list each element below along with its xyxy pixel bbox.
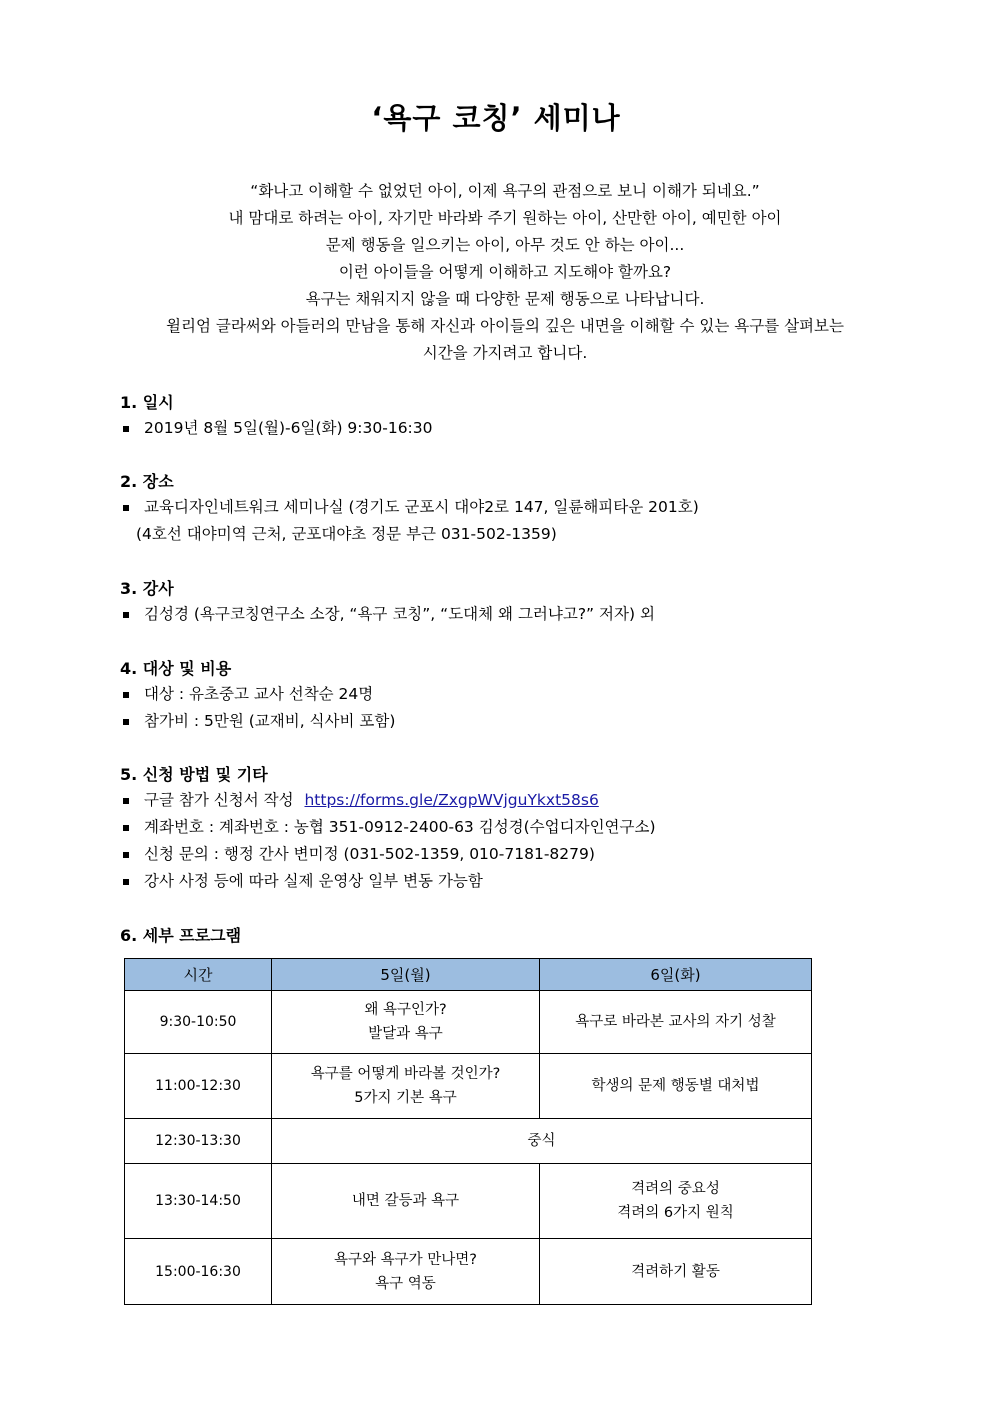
bullet-text: 참가비 : 5만원 (교재비, 식사비 포함)	[144, 712, 396, 730]
bullet-item	[120, 814, 920, 841]
venue-continuation: (4호선 대야미역 근처, 군포대야초 정문 부근 031-502-1359)	[136, 525, 557, 543]
bullet-item	[120, 787, 920, 814]
bullet-text: 2019년 8월 5일(월)-6일(화) 9:30-16:30	[144, 419, 433, 437]
cell-text: 발달과 욕구	[368, 1026, 443, 1042]
intro-line: 내 맘대로 하려는 아이, 자기만 바라봐 주기 원하는 아이, 산만한 아이, 예민한 아이	[228, 209, 782, 227]
section-heading: 3. 강사	[120, 579, 174, 598]
bullet-text: 대상 : 유초중고 교사 선착순 24명	[144, 685, 374, 703]
table-header-row	[125, 959, 812, 991]
intro-line: 시간을 가지려고 합니다.	[422, 344, 588, 362]
intro-line: 이런 아이들을 어떻게 이해하고 지도해야 할까요?	[338, 263, 672, 281]
section-heading: 1. 일시	[120, 393, 174, 412]
section-program	[120, 924, 920, 948]
day2-cell	[540, 1054, 812, 1119]
cell-text: 욕구 역동	[375, 1275, 436, 1292]
cell-text: 내면 갈등과 욕구	[351, 1193, 460, 1209]
bullet-text: 구글 참가 신청서 작성	[144, 791, 294, 809]
cell-text: 격려의 중요성	[631, 1181, 720, 1197]
google-form-link[interactable]: https://forms.gle/ZxgpWVjguYkxt58s6	[304, 791, 599, 809]
section-heading: 6. 세부 프로그램	[120, 926, 242, 945]
page-title: ‘욕구 코칭’ 세미나	[371, 101, 621, 135]
cell-text: 5가지 기본 욕구	[354, 1090, 457, 1106]
cell-text: 격려하기 활동	[631, 1263, 720, 1280]
section-datetime	[120, 391, 920, 442]
day1-cell	[272, 1164, 540, 1239]
cell-text: 학생의 문제 행동별 대처법	[591, 1078, 760, 1094]
bullet-item	[120, 494, 920, 521]
square-bullet-icon	[123, 719, 129, 725]
cell-text: 욕구와 욕구가 만나면?	[334, 1251, 477, 1268]
header-day1: 5일(월)	[272, 959, 540, 991]
cell-text: 욕구로 바라본 교사의 자기 성찰	[575, 1014, 776, 1030]
table-row	[125, 991, 812, 1054]
section-speaker	[120, 577, 920, 628]
bullet-item	[120, 868, 920, 895]
intro-line: 윌리엄 글라써와 아들러의 만남을 통해 자신과 아이들의 깊은 내면을 이해할 수 있는 욕구를 살펴보는	[166, 317, 844, 335]
bullet-item	[120, 841, 920, 868]
lunch-cell: 중식	[272, 1119, 812, 1164]
square-bullet-icon	[123, 798, 129, 804]
time-cell: 12:30-13:30	[125, 1119, 272, 1164]
square-bullet-icon	[123, 852, 129, 858]
section-heading: 2. 장소	[120, 472, 174, 491]
time-cell: 11:00-12:30	[125, 1054, 272, 1119]
square-bullet-icon	[123, 505, 129, 511]
header-day2: 6일(화)	[540, 959, 812, 991]
section-heading: 4. 대상 및 비용	[120, 659, 232, 678]
time-cell: 13:30-14:50	[125, 1164, 272, 1239]
schedule-table	[124, 958, 812, 1305]
cell-text: 격려의 6가지 원칙	[617, 1205, 734, 1221]
bullet-item	[120, 708, 920, 735]
bullet-text: 교육디자인네트워크 세미나실 (경기도 군포시 대야2로 147, 일륜해피타운 201호)	[144, 498, 699, 516]
intro-paragraph	[90, 178, 920, 367]
square-bullet-icon	[123, 426, 129, 432]
bullet-text: 신청 문의 : 행정 간사 변미정 (031-502-1359, 010-7181-8279)	[144, 845, 595, 863]
day1-cell	[272, 1239, 540, 1305]
square-bullet-icon	[123, 612, 129, 618]
section-heading: 5. 신청 방법 및 기타	[120, 765, 268, 784]
table-row	[125, 1164, 812, 1239]
day2-cell	[540, 1164, 812, 1239]
section-apply	[120, 763, 920, 895]
bullet-item	[120, 601, 920, 628]
day1-cell	[272, 1054, 540, 1119]
section-target	[120, 657, 920, 735]
day1-cell	[272, 991, 540, 1054]
square-bullet-icon	[123, 692, 129, 698]
bullet-item	[120, 681, 920, 708]
header-time: 시간	[125, 959, 272, 991]
intro-line: 욕구는 채워지지 않을 때 다양한 문제 행동으로 나타납니다.	[305, 290, 705, 308]
bullet-item	[120, 415, 920, 442]
cell-text: 왜 욕구인가?	[364, 1002, 447, 1018]
bullet-text: 강사 사정 등에 따라 실제 운영상 일부 변동 가능함	[144, 872, 483, 890]
section-venue	[120, 470, 920, 548]
square-bullet-icon	[123, 879, 129, 885]
table-row	[125, 1054, 812, 1119]
table-row	[125, 1119, 812, 1164]
intro-line: “화나고 이해할 수 없었던 아이, 이제 욕구의 관점으로 보니 이해가 되네요.”	[250, 182, 760, 200]
intro-line: 문제 행동을 일으키는 아이, 아무 것도 안 하는 아이...	[325, 236, 685, 254]
day2-cell	[540, 991, 812, 1054]
table-row	[125, 1239, 812, 1305]
time-cell: 9:30-10:50	[125, 991, 272, 1054]
bullet-text: 계좌번호 : 계좌번호 : 농협 351-0912-2400-63 김성경(수업디자인연구소)	[144, 818, 656, 836]
time-cell: 15:00-16:30	[125, 1239, 272, 1305]
cell-text: 욕구를 어떻게 바라볼 것인가?	[310, 1066, 501, 1082]
day2-cell	[540, 1239, 812, 1305]
square-bullet-icon	[123, 825, 129, 831]
bullet-text: 김성경 (욕구코칭연구소 소장, “욕구 코칭”, “도대체 왜 그러냐고?” 저자) 외	[144, 605, 655, 623]
